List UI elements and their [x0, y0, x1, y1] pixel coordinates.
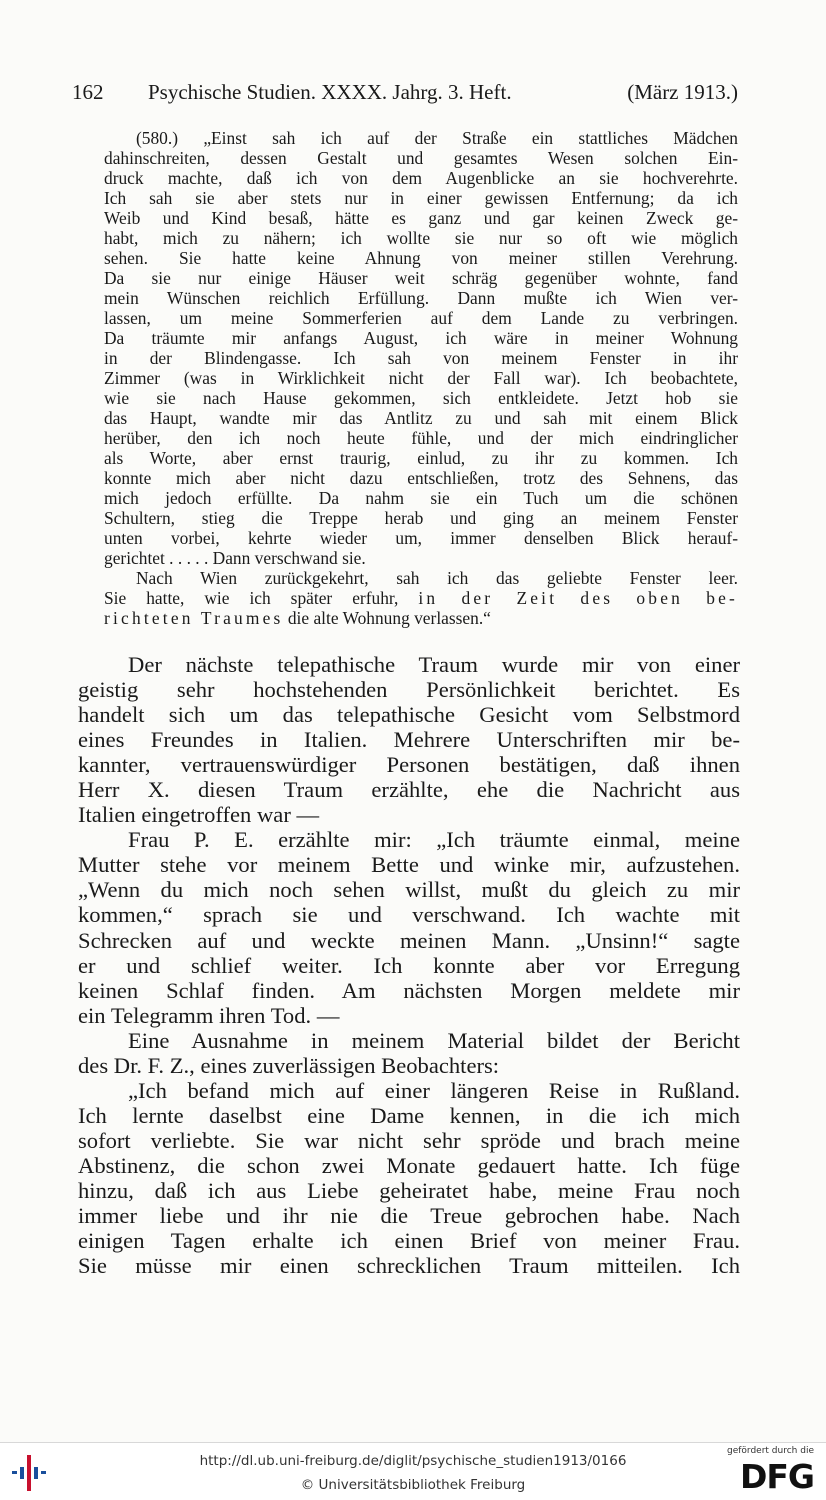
text-line: er und schlief weiter. Ich konnte aber vor Erregung — [78, 952, 740, 978]
text-line: des Dr. F. Z., eines zuverlässigen Beobachters: — [78, 1052, 500, 1078]
text-line: Italien eingetroffen war — — [78, 802, 320, 828]
text-line: in der Blindengasse. Ich sah von meinem Fenster in ihr — [104, 348, 738, 368]
text-line: sofort verliebte. Sie war nicht sehr spröde und brach meine — [78, 1127, 740, 1153]
running-header — [72, 80, 738, 110]
emphasis-spaced: in der Zeit des oben be- — [418, 588, 738, 608]
text-line: kommen,“ sprach sie und verschwand. Ich wachte mit — [78, 902, 740, 928]
text-line: Eine Ausnahme in meinem Material bildet der Bericht — [128, 1027, 740, 1053]
copyright-notice: © Universitätsbibliothek Freiburg — [300, 1477, 526, 1493]
issue-date: (März 1913.) — [627, 80, 738, 104]
text-line: hinzu, daß ich aus Liebe geheiratet habe, meine Frau noch — [78, 1177, 740, 1203]
text-line: (580.) „Einst sah ich auf der Straße ein stattliches Mädchen — [136, 128, 738, 148]
text-line: Zimmer (was in Wirklichkeit nicht der Fall war). Ich beobachtete, — [104, 368, 738, 388]
text-line: druck machte, daß ich von dem Augenblicke an sie hochverehrte. — [104, 168, 738, 188]
text-line: Ich lernte daselbst eine Dame kennen, in die ich mich — [78, 1102, 740, 1128]
text-line: Ich sah sie aber stets nur in einer gewissen Entfernung; da ich — [104, 188, 738, 208]
text-line: „Ich befand mich auf einer längeren Reise in Rußland. — [128, 1077, 740, 1103]
text-line: herüber, den ich noch heute fühle, und der mich eindringlicher — [104, 428, 738, 448]
text-line: einigen Tagen erhalte ich einen Brief von meiner Frau. — [78, 1228, 740, 1254]
text-line: Sie müsse mir einen schrecklichen Traum mitteilen. Ich — [78, 1253, 740, 1279]
text-line: eines Freundes in Italien. Mehrere Unterschriften mir be- — [78, 727, 740, 753]
text-line: sehen. Sie hatte keine Ahnung von meiner stillen Verehrung. — [104, 248, 738, 268]
body-text — [78, 652, 740, 1278]
text-line: unten vorbei, kehrte wieder um, immer denselben Blick herauf- — [104, 528, 738, 548]
text-line: immer liebe und ihr nie die Treue gebrochen habe. Nach — [78, 1203, 740, 1229]
text-line: dahinschreiten, dessen Gestalt und gesamtes Wesen solchen Ein- — [104, 148, 738, 168]
text-line: Nach Wien zurückgekehrt, sah ich das geliebte Fenster leer. — [136, 568, 738, 588]
text-line: Der nächste telepathische Traum wurde mir von einer — [128, 652, 740, 677]
text-line: „Wenn du mich noch sehen willst, mußt du gleich zu mir — [78, 877, 740, 903]
dfg-logo[interactable]: DFG — [739, 1457, 814, 1496]
text-line: Abstinenz, die schon zwei Monate gedauert hatte. Ich füge — [78, 1152, 740, 1178]
text-line: konnte mich aber nicht dazu entschließen, trotz des Sehnens, das — [104, 468, 738, 488]
viewer-footer — [0, 1442, 826, 1500]
text-line: habt, mich zu nähern; ich wollte sie nur so oft wie möglich — [104, 228, 738, 248]
text-line: Mutter stehe vor meinem Bette und winke mir, aufzustehen. — [78, 852, 740, 878]
text-line: Da träumte mir anfangs August, ich wäre in meiner Wohnung — [104, 328, 738, 348]
text-line: gerichtet . . . . . Dann verschwand sie. — [104, 548, 366, 568]
permalink-url[interactable]: http://dl.ub.uni-freiburg.de/diglit/psychische_studien1913/0166 — [199, 1453, 627, 1469]
text-line: kannter, vertrauenswürdiger Personen bestätigen, daß ihnen — [78, 752, 740, 778]
text-line: Weib und Kind besaß, hätte es ganz und gar keinen Zweck ge- — [104, 208, 738, 228]
text-line: Schultern, stieg die Treppe herab und ging an meinem Fenster — [104, 508, 738, 528]
quoted-report-580 — [104, 128, 738, 628]
text-line: Herr X. diesen Traum erzählte, ehe die Nachricht aus — [78, 777, 740, 803]
text-line: wie sie nach Hause gekommen, sich entkleidete. Jetzt hob sie — [104, 388, 738, 408]
text-line: lassen, um meine Sommerferien auf dem Lande zu verbringen. — [104, 308, 738, 328]
text-line: das Haupt, wandte mir das Antlitz zu und sah mit einem Blick — [104, 408, 738, 428]
text-line: als Worte, aber ernst traurig, einlud, zu ihr zu kommen. Ich — [104, 448, 738, 468]
text-line: handelt sich um das telepathische Gesicht vom Selbstmord — [78, 702, 740, 728]
text-line: richteten Traumes die alte Wohnung verlassen.“ — [104, 608, 491, 628]
text-line: keinen Schlaf finden. Am nächsten Morgen meldete mir — [78, 977, 740, 1003]
page-number: 162 — [72, 80, 104, 104]
text-line: mich jedoch erfüllte. Da nahm sie ein Tuch um die schönen — [104, 488, 738, 508]
text-line: ein Telegramm ihren Tod. — — [78, 1002, 340, 1028]
text-line: Da sie nur einige Häuser weit schräg gegenüber wohnte, fand — [104, 268, 738, 288]
text-line: Frau P. E. erzählte mir: „Ich träumte einmal, meine — [128, 827, 740, 853]
text-line: Sie hatte, wie ich später erfuhr, in der Zeit des oben be- — [104, 588, 738, 608]
dfg-funding-note: gefördert durch die — [727, 1446, 814, 1456]
emphasis-spaced: richteten Traumes — [104, 608, 284, 628]
text-line: mein Wünschen reichlich Erfüllung. Dann mußte ich Wien ver- — [104, 288, 738, 308]
journal-title: Psychische Studien. XXXX. Jahrg. 3. Heft. — [148, 80, 512, 104]
text-line: geistig sehr hochstehenden Persönlichkeit berichtet. Es — [78, 677, 740, 703]
text-line: Schrecken auf und weckte meinen Mann. „Unsinn!“ sagte — [78, 927, 740, 953]
